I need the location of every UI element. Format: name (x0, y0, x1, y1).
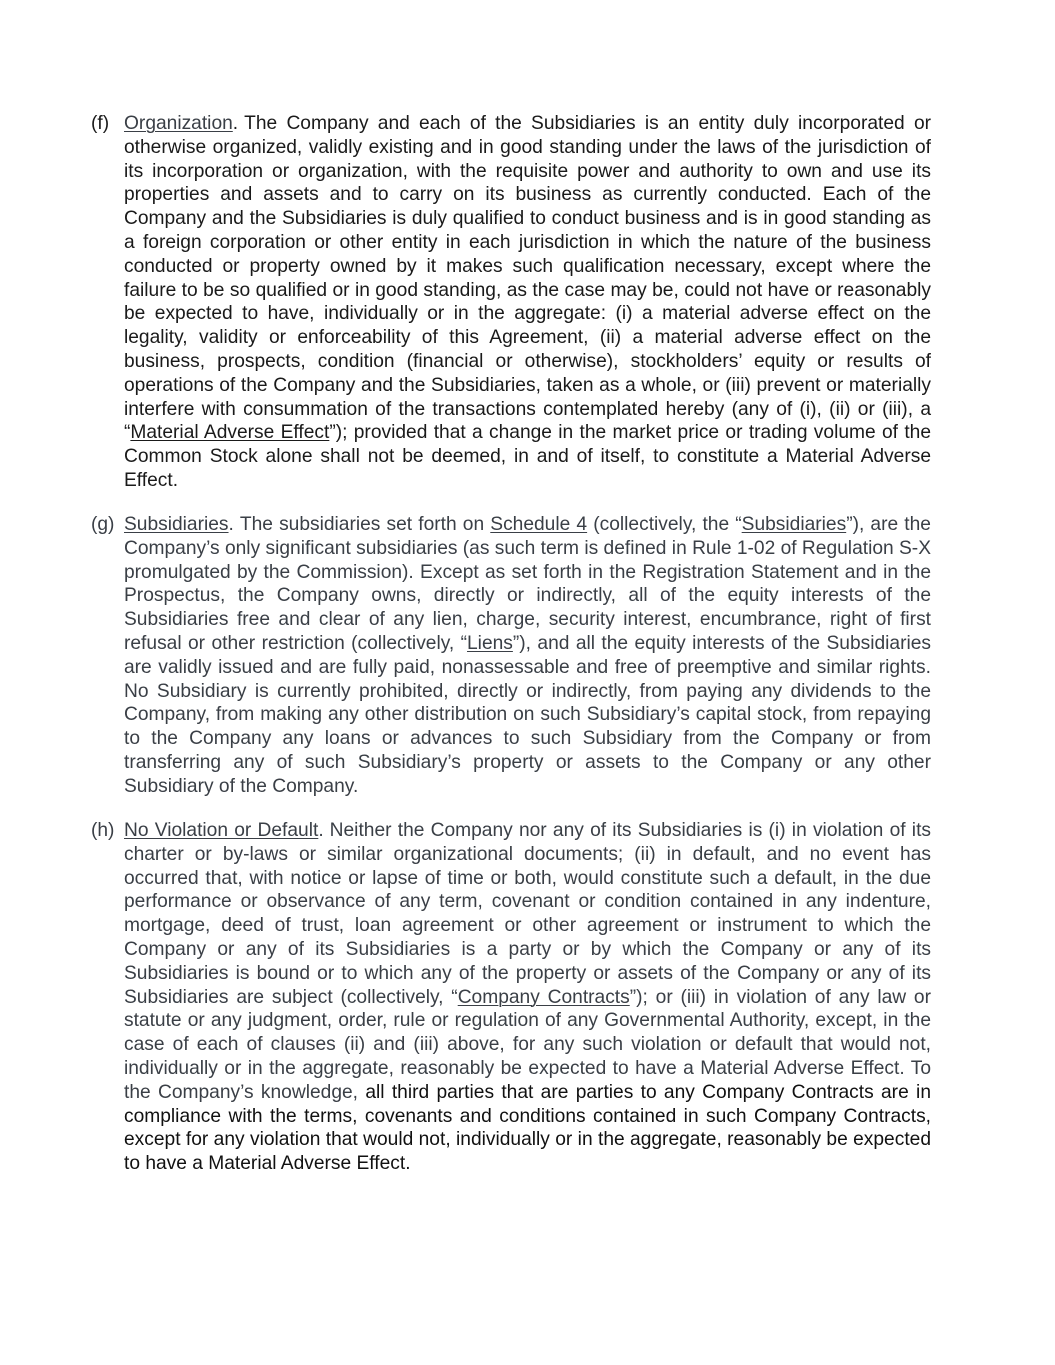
defined-term: Company Contracts (457, 986, 630, 1008)
defined-term: Material Adverse Effect (130, 422, 330, 444)
section-marker: (g) (91, 514, 115, 535)
section-text: ”); or (iii) in violation of any law or statute or any judgment, order, rule or regulation of any Governmental Authority, except, in the case of each of clauses (ii) and (iii) above, for any such violation or default that would not, individually or in the aggregate, reasonably be expected to have a Material Adverse Effect. To the Company’s knowledge, (124, 986, 931, 1103)
section-text: Neither the Company nor any of its Subsidiaries is (i) in violation of its charter or by-laws or similar organizational documents; (ii) in default, and no event has occurred that, with notice or lapse of time or both, would constitute such a default, in the due performance or observance of any term, covenant or condition contained in any indenture, mortgage, deed of trust, loan agreement or other agreement or instrument to which the Company or any of its Subsidiaries is a party or by which the Company or any of its Subsidiaries is bound or to which any of the property or assets of the Company or any of its Subsidiaries are subject (collectively, “ (124, 820, 931, 1008)
section-body: Organization. The Company and each of the Subsidiaries is an entity duly incorporated or otherwise organized, validly existing and in good standing under the laws of the jurisdiction of its incorporation or organization, with the requisite power and authority to own and use its properties and assets and to carry on its business as currently conducted. Each of the Company and the Subsidiaries is duly qualified to conduct business and is in good standing as a foreign corporation or other entity in each jurisdiction in which the nature of the business conducted or property owned by it makes such qualification necessary, except where the failure to be so qualified or in good standing, as the case may be, could not have or reasonably be expected to have, individually or in the aggregate: (i) a material adverse effect on the legality, validity or enforceability of this Agreement, (ii) a material adverse effect on the business, prospects, condition (financial or otherwise), stockholders’ equity or results of operations of the Company and the Subsidiaries, taken as a whole, or (iii) prevent or materially interfere with consummation of the transactions contemplated hereby (any of (i), (ii) or (iii), a “Material Adverse Effect”); provided that a change in the market price or trading volume of the Common Stock alone shall not be deemed, in and of itself, to constitute a Material Adverse Effect. (124, 113, 931, 491)
section-f-organization (91, 112, 931, 493)
defined-term: Liens (467, 632, 513, 654)
section-body: No Violation or Default. Neither the Company nor any of its Subsidiaries is (i) in violation of its charter or by-laws or similar organizational documents; (ii) in default, and no event has occurred that, with notice or lapse of time or both, would constitute such a default, in the due performance or observance of any term, covenant or condition contained in any indenture, mortgage, deed of trust, loan agreement or other agreement or instrument to which the Company or any of its Subsidiaries is a party or by which the Company or any of its Subsidiaries is bound or to which any of the property or assets of the Company or any of its Subsidiaries are subject (collectively, “Company Contracts”); or (iii) in violation of any law or statute or any judgment, order, rule or regulation of any Governmental Authority, except, in the case of each of clauses (ii) and (iii) above, for any such violation or default that would not, individually or in the aggregate, reasonably be expected to have a Material Adverse Effect. To the Company’s knowledge, all third parties that are parties to any Company Contracts are in compliance with the terms, covenants and conditions contained in such Company Contracts, except for any violation that would not, individually or in the aggregate, reasonably be expected to have a Material Adverse Effect. (124, 820, 931, 1175)
section-text: The Company and each of the Subsidiaries is an entity duly incorporated or otherwise organized, validly existing and in good standing under the laws of the jurisdiction of its incorporation or organization, with the requisite power and authority to own and use its properties and assets and to carry on its business as currently conducted. Each of the Company and the Subsidiaries is duly qualified to conduct business and is in good standing as a foreign corporation or other entity in each jurisdiction in which the nature of the business conducted or property owned by it makes such qualification necessary, except where the failure to be so qualified or in good standing, as the case may be, could not have or reasonably be expected to have, individually or in the aggregate: (i) a material adverse effect on the legality, validity or enforceability of this Agreement, (ii) a material adverse effect on the business, prospects, condition (financial or otherwise), stockholders’ equity or results of operations of the Company and the Subsidiaries, taken as a whole, or (iii) prevent or materially interfere with consummation of the transactions contemplated hereby (any of (i), (ii) or (iii), a “ (124, 113, 931, 444)
schedule-reference: Schedule 4 (490, 514, 588, 535)
section-text: (collectively, the “ (587, 514, 742, 535)
defined-term: Subsidiaries (741, 514, 847, 535)
section-text: ”), and all the equity interests of the Subsidiaries are validly issued and are fully paid, nonassessable and free of preemptive and similar rights. No Subsidiary is currently prohibited, directly or indirectly, from paying any dividends to the Company, from making any other distribution on such Subsidiary’s capital stock, from repaying to the Company any loans or advances to such Subsidiary from the Company or from transferring any of such Subsidiary’s property or assets to the Company or any other Subsidiary of the Company. (124, 632, 931, 797)
section-h-no-violation (91, 819, 931, 1176)
section-marker: (h) (91, 820, 115, 841)
section-text: ”), are the Company’s only significant subsidiaries (as such term is defined in Rule 1-02 of Regulation S-X promulgated by the Commission). Except as set forth in the Registration Statement and in the Prospectus, the Company owns, directly or indirectly, all of the equity interests of the Subsidiaries free and clear of any lien, charge, security interest, encumbrance, right of first refusal or other restriction (collectively, “ (124, 514, 931, 654)
section-heading: Subsidiaries (124, 514, 229, 535)
section-text: The subsidiaries set forth on (239, 514, 491, 535)
section-text: ”); provided that a change in the market price or trading volume of the Common Stock alone shall not be deemed, in and of itself, to constitute a Material Adverse Effect. (124, 422, 931, 491)
section-heading: Organization (124, 113, 233, 134)
section-text: all third parties that are parties to any Company Contracts are in compliance with the terms, covenants and conditions contained in such Company Contracts, except for any violation that would not, individually or in the aggregate, reasonably be expected to have a Material Adverse Effect. (124, 1081, 931, 1175)
section-body: Subsidiaries. The subsidiaries set forth on Schedule 4 (collectively, the “Subsidiaries”), are the Company’s only significant subsidiaries (as such term is defined in Rule 1-02 of Regulation S-X promulgated by the Commission). Except as set forth in the Registration Statement and in the Prospectus, the Company owns, directly or indirectly, all of the equity interests of the Subsidiaries free and clear of any lien, charge, security interest, encumbrance, right of first refusal or other restriction (collectively, “Liens”), and all the equity interests of the Subsidiaries are validly issued and are fully paid, nonassessable and free of preemptive and similar rights. No Subsidiary is currently prohibited, directly or indirectly, from paying any dividends to the Company, from making any other distribution on such Subsidiary’s capital stock, from repaying to the Company any loans or advances to such Subsidiary from the Company or from transferring any of such Subsidiary’s property or assets to the Company or any other Subsidiary of the Company. (124, 514, 931, 797)
section-heading: No Violation or Default (124, 820, 319, 841)
section-marker: (f) (91, 113, 110, 134)
section-g-subsidiaries (91, 513, 931, 799)
